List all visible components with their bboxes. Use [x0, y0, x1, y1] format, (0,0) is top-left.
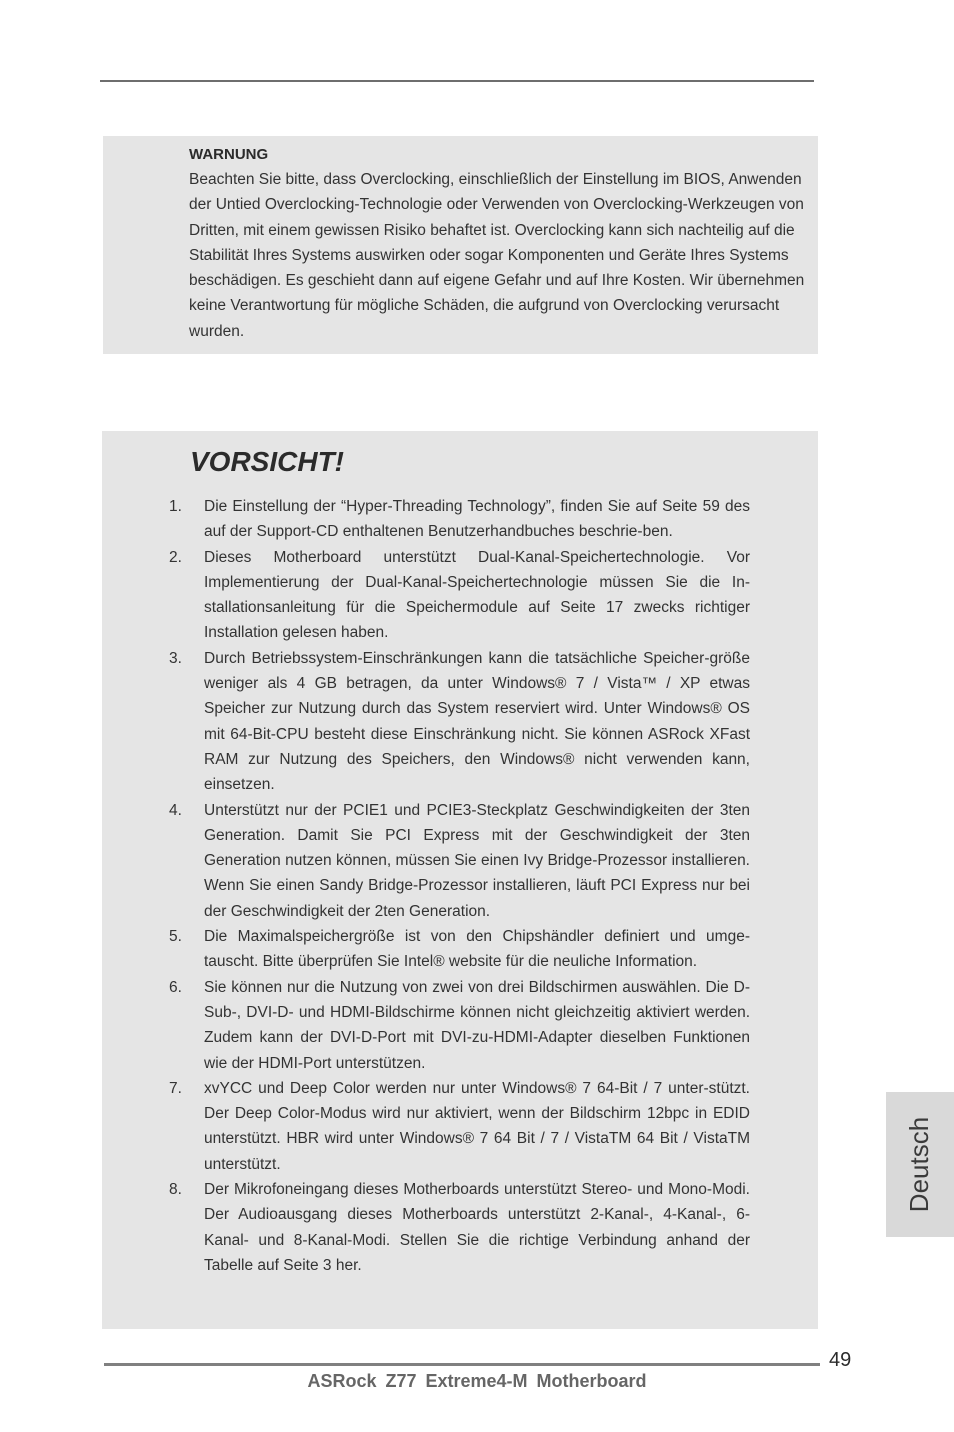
language-tab-label: Deutsch: [904, 1116, 935, 1213]
list-item-text: Die Einstellung der “Hyper-Threading Technology”, finden Sie auf Seite 59 des auf der Support-CD enthaltenen Benutzerhandbuches beschrie-ben.: [204, 498, 750, 541]
list-item-text: Sie können nur die Nutzung von zwei von drei Bildschirmen auswählen. Die D-Sub-, DVI-D- und HDMI-Bildschirme können nicht gleichzeitig aktiviert werden. Zudem kann der DVI-D-Port mit DVI-zu-HDMI-Adapter dieselben Funktionen wie der HDMI-Port unterstützen.: [204, 978, 750, 1072]
language-tab-label-wrap: [886, 1092, 954, 1237]
list-item-text: Durch Betriebssystem-Einschränkungen kann die tatsächliche Speicher-größe weniger als 4 GB betragen, da unter Windows® 7 / Vista™ / XP etwas Speicher zur Nutzung durch das System reserviert wird. Unter Windows® OS mit 64-Bit-CPU besteht diese Einschränkung nicht. Sie können ASRock XFast RAM zur Nutzung des Speichers, den Windows® nicht verwenden kann, einsetzen.: [204, 649, 750, 794]
list-item-text: xvYCC und Deep Color werden nur unter Windows® 7 64-Bit / 7 unter-stützt. Der Deep Color-Modus wird nur aktiviert, wenn der Bildschirm 12bpc in EDID unterstützt. HBR wird unter Windows® 7 64 Bit / 7 / VistaTM 64 Bit / VistaTM unterstützt.: [204, 1079, 750, 1173]
list-item-number: 4.: [169, 801, 182, 819]
list-item: [160, 494, 750, 545]
list-item-number: 2.: [169, 548, 182, 566]
bottom-divider: [104, 1363, 820, 1366]
caution-list: [160, 494, 750, 1278]
list-item: [160, 798, 750, 924]
list-item-text: Dieses Motherboard unterstützt Dual-Kanal-Speichertechnologie. Vor Implementierung der Dual-Kanal-Speichertechnologie müssen Sie die In-stallationsanleitung für die Speichermodule auf Seite 17 zwecks richtiger Installation gelesen haben.: [204, 548, 750, 642]
list-item: [160, 1076, 750, 1177]
list-item: [160, 545, 750, 646]
list-item: [160, 975, 750, 1076]
list-item-number: 3.: [169, 649, 182, 667]
top-divider: [100, 80, 814, 82]
page-number: 49: [829, 1349, 852, 1371]
list-item: [160, 646, 750, 798]
list-item-text: Die Maximalspeichergröße ist von den Chipshändler definiert und umge-tauscht. Bitte überprüfen Sie Intel® website für die neuliche Information.: [204, 928, 750, 971]
list-item-number: 6.: [169, 978, 182, 996]
list-item-text: Unterstützt nur der PCIE1 und PCIE3-Steckplatz Geschwindigkeiten der 3ten Generation. Damit Sie PCI Express mit der Geschwindigkeit der 3ten Generation nutzen können, müssen Sie einen Ivy Bridge-Prozessor installieren. Wenn Sie einen Sandy Bridge-Prozessor installieren, läuft PCI Express nur bei der Geschwindigkeit der 2ten Generation.: [204, 801, 750, 920]
footer-title: ASRock Z77 Extreme4-M Motherboard: [307, 1371, 647, 1391]
list-item: [160, 924, 750, 975]
list-item-number: 5.: [169, 928, 182, 946]
list-item-number: 7.: [169, 1079, 182, 1097]
list-item-number: 8.: [169, 1181, 182, 1199]
warning-title: WARNUNG: [189, 146, 269, 163]
list-item-text: Der Mikrofoneingang dieses Motherboards unterstützt Stereo- und Mono-Modi. Der Audioausgang dieses Motherboards unterstützt 2-Kanal-, 4-Kanal-, 6-Kanal- und 8-Kanal-Modi. Stellen Sie die richtige Verbindung anhand der Tabelle auf Seite 3 her.: [204, 1181, 750, 1274]
caution-title: VORSICHT!: [190, 446, 344, 477]
list-item-number: 1.: [169, 498, 182, 515]
warning-text: Beachten Sie bitte, dass Overclocking, einschließlich der Einstellung im BIOS, Anwenden der Untied Overclocking-Technologie oder Verwenden von Overclocking-Werkzeugen von Dritten, mit einem gewissen Risiko behaftet ist. Overclocking kann sich nachteilig auf die Stabilität Ihres Systems auswirken oder sogar Komponenten und Geräte Ihres Systems beschädigen. Es geschieht dann auf eigene Gefahr und auf Ihre Kosten. Wir übernehmen keine Verantwortung für mögliche Schäden, die aufgrund von Overclocking verursacht wurden.: [189, 171, 805, 340]
list-item: [160, 1177, 750, 1278]
